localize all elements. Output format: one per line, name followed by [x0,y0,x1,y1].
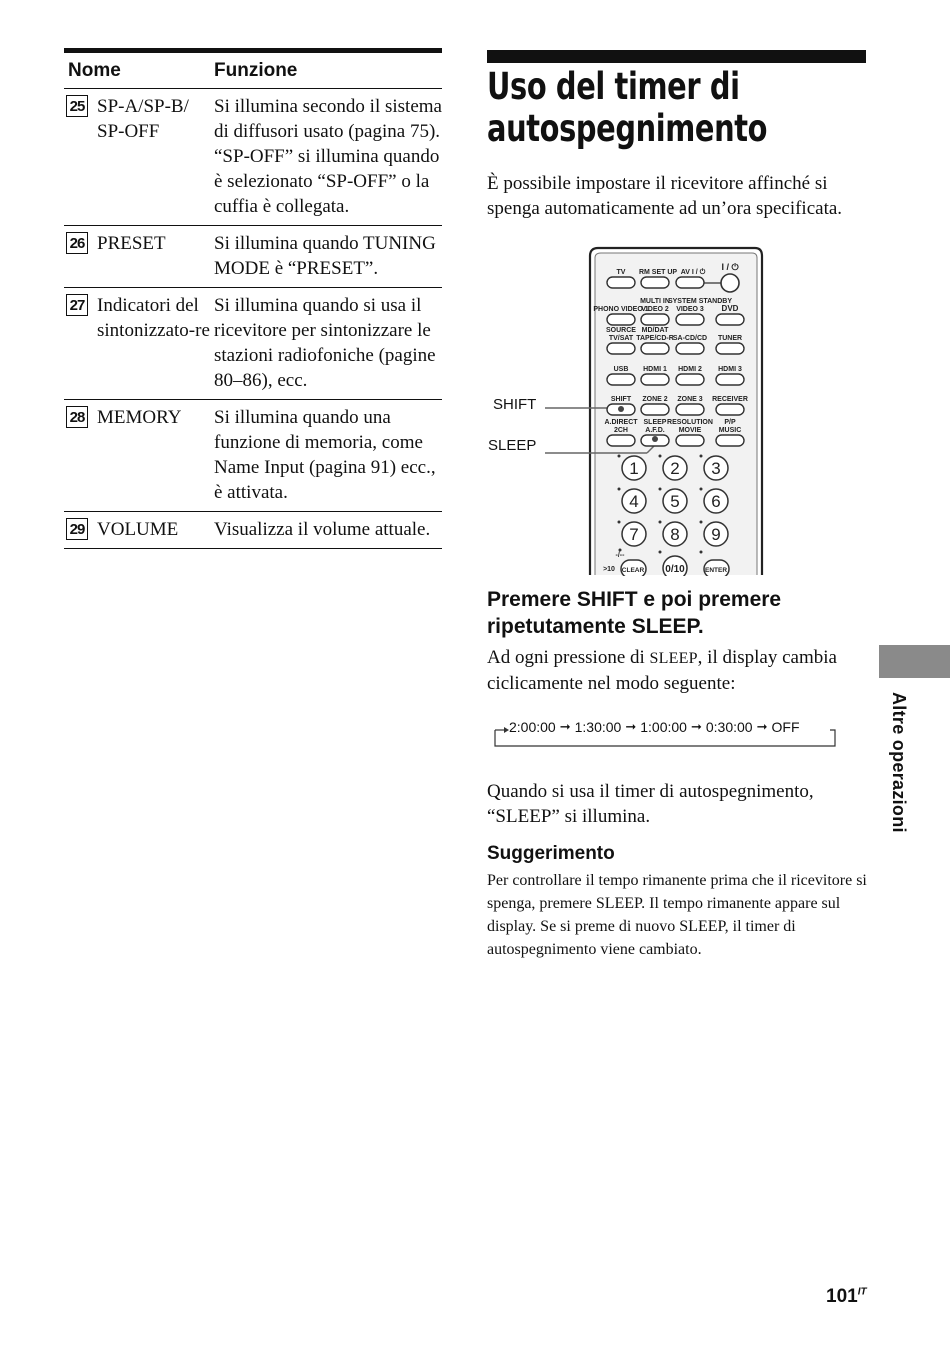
item-number: 27 [66,294,88,316]
cycle-step: 1:30:00 [574,719,622,735]
rm-setup-button[interactable] [641,277,669,288]
tuner-button-label: TUNER [717,335,743,342]
sleep-dot [652,436,658,442]
table-row [64,89,442,226]
md-dat-tape-button[interactable] [641,343,669,354]
source-tv-sat-button[interactable] [607,343,635,354]
enter-label: ENTER [704,567,728,574]
cycle-sequence [509,719,800,735]
step-body [487,645,872,696]
digit-2-label: 2 [670,459,680,478]
step-body-post: , il display cambia ciclicamente nel modo seguente: [487,647,837,694]
md-dat-tape-button-label-top: MD/DAT [641,327,669,334]
digit-9-label: 9 [711,525,721,544]
arrow-right-icon: ➞ [625,719,637,734]
callout-sleep: SLEEP [488,437,537,454]
remote-label-av-power: AV I / ⏻ [680,269,706,276]
hdmi1-button-label: HDMI 1 [643,366,667,373]
chapter-tab [879,645,950,678]
hdmi2-button-label: HDMI 2 [678,366,702,373]
tip-body: Per controllare il tempo rimanente prima che il ricevitore si spenga, premere SLEEP. Il tempo rimanente appare sul display. Se si preme di nuovo SLEEP, il timer di autospegnimento viene cambiato. [487,872,867,958]
source-tv-sat-button-label: TV/SAT [608,335,634,342]
cycle-step: 0:30:00 [705,719,753,735]
shift-dot [618,406,624,412]
a-direct-2ch-button[interactable] [607,435,635,446]
shift-button-label: SHIFT [610,396,632,403]
item-name: MEMORY [97,407,182,428]
item-function: Si illumina quando una funzione di memoria, come Name Input (pagina 91) ecc., è attivata. [214,407,436,503]
sleep-indicator-note: Quando si usa il timer di autospegnimento, “SLEEP” si illumina. [487,781,814,827]
cycle-step: OFF [771,719,800,735]
hdmi3-button-label: HDMI 3 [718,366,742,373]
multi-in-video2-button[interactable] [641,314,669,325]
item-number: 25 [66,95,88,117]
header-function: Funzione [214,59,298,81]
multi-in-video2-button-label: VIDEO 2 [641,306,669,313]
page-number [826,1286,867,1308]
remote-control-drawing [487,244,867,576]
av-power-button[interactable] [676,277,704,288]
table-header [64,53,442,89]
receiver-button[interactable] [716,404,744,415]
resolution-movie-button-label: MOVIE [678,427,702,434]
step-heading: Premere SHIFT e poi premere ripetutamente SLEEP. [487,588,782,638]
item-function: Si illumina secondo il sistema di diffusori usato (pagina 75). “SP-OFF” si illumina quando è selezionato “SP-OFF” o la cuffia è collegata. [214,96,442,217]
tuner-button[interactable] [716,343,744,354]
arrow-right-icon: ➞ [756,719,768,734]
item-name: VOLUME [97,519,179,540]
dash-label-top: -/-- [615,552,625,559]
item-name: SP-A/SP-B/ SP-OFF [97,96,189,142]
tip-heading: Suggerimento [487,843,615,864]
hdmi1-button[interactable] [641,374,669,385]
item-number: 26 [66,232,88,254]
gt10-label: >10 [603,566,615,573]
page-number-suffix: IT [857,1286,867,1298]
tv-button[interactable] [607,277,635,288]
dvd-button-label: DVD [721,304,739,313]
step-body-pre: Ad ogni pressione di [487,647,650,668]
zone3-button-label: ZONE 3 [677,396,703,403]
zero-ten-label: 0/10 [665,564,685,575]
callout-shift: SHIFT [493,396,537,413]
dvd-button[interactable] [716,314,744,325]
item-function: Si illumina quando si usa il ricevitore per sintonizzare le stazioni radiofoniche (pagine 80–86), ecc. [214,295,436,391]
remote-label-tv: TV [616,269,626,276]
section-title: Uso del timer di autospegnimento [487,65,768,150]
table-row [64,288,442,400]
resolution-movie-button-label-top: RESOLUTION [667,419,713,426]
sa-cd-button[interactable] [676,343,704,354]
table-row [64,400,442,512]
item-function: Si illumina quando TUNING MODE è “PRESET”. [214,233,436,279]
digit-7-label: 7 [629,525,639,544]
zone2-button-label: ZONE 2 [642,396,668,403]
remote-label-power: I / ⏻ [721,262,739,272]
chapter-label-text: Altre operazioni [889,692,909,833]
page-number-value: 101 [826,1286,858,1307]
arrow-right-icon: ➞ [559,719,571,734]
item-name: PRESET [97,233,166,254]
multi-in-video2-button-label-top: MULTI IN [640,298,670,305]
hdmi2-button[interactable] [676,374,704,385]
zone3-button[interactable] [676,404,704,415]
a-direct-2ch-button-label: 2CH [613,427,629,434]
sleep-afd-button-label-top: SLEEP [643,419,667,426]
header-name: Nome [68,59,121,81]
cycle-step: 1:00:00 [640,719,687,735]
item-number: 28 [66,406,88,428]
chapter-label [888,692,914,852]
resolution-movie-button[interactable] [676,435,704,446]
digit-4-label: 4 [629,492,639,511]
step-body-key: SLEEP [649,650,698,667]
phono-video1-button[interactable] [607,314,635,325]
sa-cd-button-label: SA-CD/CD [672,335,708,342]
item-number: 29 [66,518,88,540]
digit-8-label: 8 [670,525,680,544]
source-tv-sat-button-label-top: SOURCE [606,327,636,334]
digit-5-label: 5 [670,492,680,511]
hdmi3-button[interactable] [716,374,744,385]
pp-music-button-label-top: P/P [724,419,736,426]
cycle-step: 2:00:00 [509,719,556,735]
pp-music-button-label: MUSIC [718,427,742,434]
system-standby-video3-button-label-top: SYSTEM STANDBY [667,298,733,305]
md-dat-tape-button-label: TAPE/CD-R [636,335,674,342]
a-direct-2ch-button-label-top: A.DIRECT [604,419,638,426]
item-function: Visualizza il volume attuale. [214,519,431,540]
sleep-cycle-diagram [493,718,838,748]
remote-label-rm-setup: RM SET UP [638,269,678,276]
system-standby-video3-button-label: VIDEO 3 [676,306,704,313]
usb-button[interactable] [607,374,635,385]
digit-3-label: 3 [711,459,721,478]
clear-label: CLEAR [621,567,645,574]
usb-button-label: USB [613,366,629,373]
pp-music-button[interactable] [716,435,744,446]
zone2-button[interactable] [641,404,669,415]
digit-1-label: 1 [629,459,639,478]
table-row [64,226,442,288]
table-row [64,512,442,549]
receiver-button-label: RECEIVER [712,396,748,403]
section-rule [487,50,866,63]
arrow-right-icon: ➞ [690,719,702,734]
function-table [64,48,442,549]
digit-6-label: 6 [711,492,721,511]
system-standby-video3-button[interactable] [676,314,704,325]
item-name: Indicatori del sintonizzato-re [97,295,210,341]
section-intro: È possibile impostare il ricevitore affinché si spenga automaticamente ad un’ora specificata. [487,173,843,219]
power-button[interactable] [721,274,739,292]
remote-illustration [487,244,867,576]
sleep-afd-button-label: A.F.D. [645,427,665,434]
phono-video1-button-label: PHONO VIDEO 1 [593,306,649,313]
